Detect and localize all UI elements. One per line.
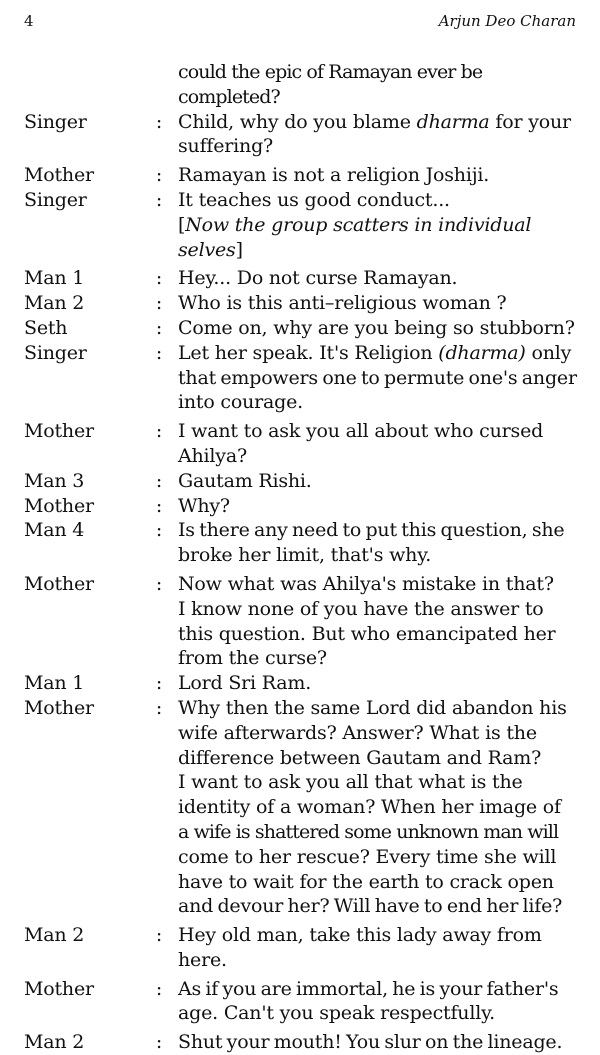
speaker-name: Man 3 [24,469,85,492]
speaker-name: Mother [24,696,94,719]
speaker-colon: : [155,1031,163,1054]
speech-text [178,291,577,316]
speech-text [178,163,577,188]
speaker-name: Man 1 [24,672,85,695]
speech-line: suffering? [178,135,274,158]
dialogue-entry [24,696,577,919]
speaker-name: Mother [24,164,94,187]
speech-line: here. [178,948,227,971]
bracket-open: [ [178,213,186,236]
dialogue-entry [24,1030,577,1055]
speaker-colon: : [155,341,163,364]
speech-line: Hey... Do not curse Ramayan. [178,267,458,290]
speaker-name: Singer [24,110,87,133]
speaker-name: Man 1 [24,267,85,290]
speaker-colon: : [155,267,163,290]
speech-line: Why then the same Lord did abandon his [178,696,567,719]
speaker-colon: : [155,164,163,187]
speaker-name: Man 4 [24,519,85,542]
speaker-name: Man 2 [24,1031,85,1054]
speech-line: Come on, why are you being so stubborn? [178,316,575,339]
speech-line: Gautam Rishi. [178,469,312,492]
speech-fragment: Child, why do you blame [178,110,411,133]
speaker-name: Man 2 [24,292,85,315]
speaker-colon: : [155,420,163,443]
speaker-name: Seth [24,316,68,339]
speaker-colon: : [155,572,163,595]
speech-line: Is there any need to put this question, she [178,519,565,542]
dialogue-body [24,60,577,1055]
speaker-colon: : [155,519,163,542]
speech-line: age. Can't you speak respectfully. [178,1002,495,1025]
speech-text [178,572,577,671]
speech-line: I want to ask you all that what is the [178,771,523,794]
dialogue-entry [24,977,577,1027]
speech-line: Shut your mouth! You slur on the lineage. [178,1031,563,1054]
speaker-name: Mother [24,977,94,1000]
speech-line: Why? [178,494,230,517]
speech-line: As if you are immortal, he is your father's [178,977,559,1000]
speaker-colon: : [155,110,163,133]
speech-text [178,696,577,919]
speech-text [178,494,577,519]
speaker-name: Mother [24,572,94,595]
speech-line: identity of a woman? When her image of [178,796,561,819]
dialogue-entry [24,572,577,671]
running-head: Arjun Deo Charan [438,12,576,30]
page-header [24,12,576,36]
speaker-colon: : [155,672,163,695]
speaker-colon [140,60,178,110]
speech-text [178,110,577,160]
bracket-close: ] [235,238,243,261]
speech-line [178,110,577,135]
speaker-name: Mother [24,494,94,517]
speech-line: broke her limit, that's why. [178,544,432,567]
dialogue-entry [24,518,577,568]
stage-direction-text: Now the group scatters in individual selves [178,213,532,261]
speech-text [178,419,577,469]
speaker-colon: : [155,924,163,947]
dialogue-entry [24,316,577,341]
speech-line: difference between Gautam and Ram? [178,746,542,769]
speaker-colon: : [155,469,163,492]
speech-line: I want to ask you all about who cursed [178,420,544,443]
speech-line: It teaches us good conduct... [178,188,450,211]
speech-fragment: Let her speak. It's Religion [178,341,433,364]
speech-text [178,60,577,110]
dialogue-entry [24,419,577,469]
speech-text [178,316,577,341]
speech-line: Now what was Ahilya's mistake in that? [178,572,554,595]
speaker-name: Singer [24,188,87,211]
speech-fragment: only [531,341,572,364]
speech-line: I know none of you have the answer to [178,597,544,620]
speech-text [178,1030,577,1055]
speech-line: Hey old man, take this lady away from [178,924,542,947]
speech-fragment: for your [495,110,571,133]
speech-text [178,923,577,973]
speaker-name: Mother [24,420,94,443]
dialogue-entry [24,110,577,160]
dialogue-entry [24,188,577,262]
speech-line: could the epic of Ramayan ever be completed? [178,61,483,108]
dialogue-entry [24,266,577,291]
speech-line: this question. But who emancipated her [178,622,556,645]
speech-line: and devour her? Will have to end her life? [178,895,563,918]
dialogue-entry [24,494,577,519]
speech-text [178,341,577,415]
speech-line: come to her rescue? Every time she will [178,845,557,868]
speech-line: that empowers one to permute one's anger [178,366,577,389]
speaker-colon: : [155,977,163,1000]
dialogue-entry [24,163,577,188]
speech-line: have to wait for the earth to crack open [178,870,554,893]
speaker-name: Man 2 [24,924,85,947]
speaker-name: Singer [24,341,87,364]
speech-text [178,469,577,494]
emphasis-term: dharma [416,110,490,133]
speech-line: wife afterwards? Answer? What is the [178,721,537,744]
speech-text [178,266,577,291]
speaker-colon: : [155,188,163,211]
page-number: 4 [24,12,34,30]
speaker-colon: : [155,292,163,315]
dialogue-entry [24,341,577,415]
speech-text [178,977,577,1027]
dialogue-entry [24,923,577,973]
speech-text [178,671,577,696]
speech-line [178,341,577,366]
dialogue-entry [24,671,577,696]
speaker-colon: : [155,316,163,339]
speaker-colon: : [155,696,163,719]
speech-line: Lord Sri Ram. [178,672,312,695]
speech-text [178,188,577,262]
dialogue-entry [24,469,577,494]
speaker-name [24,60,140,110]
stage-direction [178,213,577,263]
speech-line: a wife is shattered some unknown man will [178,820,559,843]
speech-line: into courage. [178,391,304,414]
emphasis-term: (dharma) [438,341,526,364]
speech-line: Ahilya? [178,444,247,467]
dialogue-entry [24,60,577,110]
speech-line: Ramayan is not a religion Joshiji. [178,164,490,187]
speaker-colon: : [155,494,163,517]
speech-line: Who is this anti–religious woman ? [178,292,507,315]
dialogue-entry [24,291,577,316]
speech-text [178,518,577,568]
speech-line: from the curse? [178,647,327,670]
